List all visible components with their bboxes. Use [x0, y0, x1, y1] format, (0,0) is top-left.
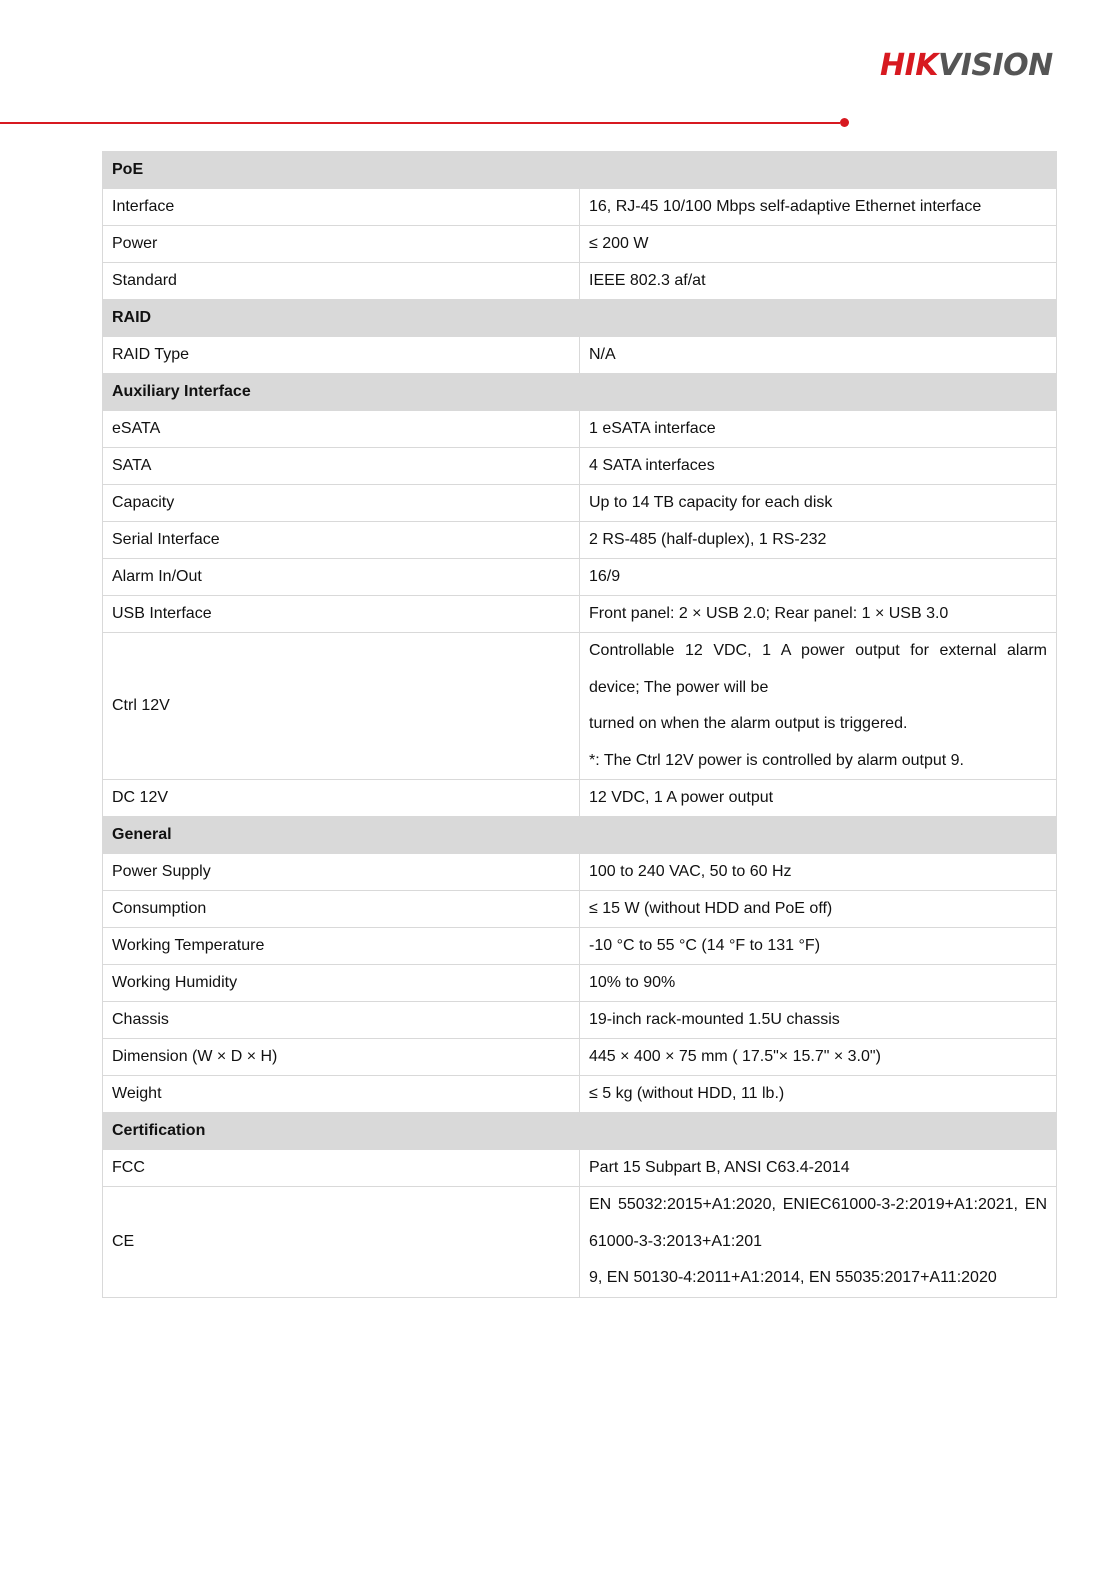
spec-label: DC 12V — [103, 780, 580, 817]
hikvision-logo — [880, 48, 1053, 84]
spec-table — [102, 151, 1057, 1298]
logo-hik-text: HIK — [880, 48, 939, 83]
spec-row — [103, 263, 1057, 300]
spec-value: ≤ 5 kg (without HDD, 11 lb.) — [580, 1076, 1057, 1113]
spec-label: Working Humidity — [103, 965, 580, 1002]
header-rule-dot — [840, 118, 849, 127]
spec-value: 10% to 90% — [580, 965, 1057, 1002]
spec-row — [103, 1002, 1057, 1039]
spec-row — [103, 854, 1057, 891]
spec-row — [103, 1076, 1057, 1113]
spec-label: Serial Interface — [103, 522, 580, 559]
spec-label: Capacity — [103, 485, 580, 522]
section-title: RAID — [103, 300, 1057, 337]
spec-row — [103, 891, 1057, 928]
spec-label: SATA — [103, 448, 580, 485]
spec-label: Dimension (W × D × H) — [103, 1039, 580, 1076]
spec-row — [103, 448, 1057, 485]
spec-label: Power Supply — [103, 854, 580, 891]
spec-label: Standard — [103, 263, 580, 300]
spec-value: 2 RS-485 (half-duplex), 1 RS-232 — [580, 522, 1057, 559]
section-header-row — [103, 817, 1057, 854]
spec-value: 4 SATA interfaces — [580, 448, 1057, 485]
spec-label: RAID Type — [103, 337, 580, 374]
spec-value — [580, 1187, 1057, 1298]
header-rule — [0, 122, 840, 124]
spec-row — [103, 928, 1057, 965]
spec-value: ≤ 15 W (without HDD and PoE off) — [580, 891, 1057, 928]
logo-vision-text: VISION — [938, 48, 1053, 83]
spec-row — [103, 1150, 1057, 1187]
spec-row — [103, 189, 1057, 226]
spec-value: 16, RJ-45 10/100 Mbps self-adaptive Ethernet interface — [580, 189, 1057, 226]
spec-label: Chassis — [103, 1002, 580, 1039]
spec-value: -10 °C to 55 °C (14 °F to 131 °F) — [580, 928, 1057, 965]
spec-row — [103, 1039, 1057, 1076]
spec-table-body — [103, 152, 1057, 1298]
spec-label: eSATA — [103, 411, 580, 448]
spec-row — [103, 411, 1057, 448]
spec-row — [103, 522, 1057, 559]
spec-value-line: turned on when the alarm output is triggered. — [589, 715, 908, 732]
spec-value: 19-inch rack-mounted 1.5U chassis — [580, 1002, 1057, 1039]
section-title: Certification — [103, 1113, 1057, 1150]
section-title: General — [103, 817, 1057, 854]
spec-row — [103, 780, 1057, 817]
spec-label: Power — [103, 226, 580, 263]
spec-row — [103, 965, 1057, 1002]
spec-value: 445 × 400 × 75 mm ( 17.5"× 15.7" × 3.0") — [580, 1039, 1057, 1076]
section-header-row — [103, 152, 1057, 189]
spec-label: FCC — [103, 1150, 580, 1187]
spec-label: Interface — [103, 189, 580, 226]
spec-value-line: EN 55032:2015+A1:2020, ENIEC61000-3-2:2019+A1:2021, EN 61000-3-3:2013+A1:201 — [589, 1196, 1047, 1250]
spec-row — [103, 1187, 1057, 1298]
spec-value — [580, 633, 1057, 780]
section-header-row — [103, 374, 1057, 411]
spec-value-line: 9, EN 50130-4:2011+A1:2014, EN 55035:2017+A11:2020 — [589, 1269, 997, 1286]
spec-value: Front panel: 2 × USB 2.0; Rear panel: 1 × USB 3.0 — [580, 596, 1057, 633]
section-header-row — [103, 300, 1057, 337]
spec-value: Part 15 Subpart B, ANSI C63.4-2014 — [580, 1150, 1057, 1187]
spec-label: Alarm In/Out — [103, 559, 580, 596]
spec-row — [103, 226, 1057, 263]
spec-value: ≤ 200 W — [580, 226, 1057, 263]
spec-row — [103, 337, 1057, 374]
spec-value: N/A — [580, 337, 1057, 374]
spec-value: IEEE 802.3 af/at — [580, 263, 1057, 300]
spec-value: 16/9 — [580, 559, 1057, 596]
spec-value-line: Controllable 12 VDC, 1 A power output for external alarm device; The power will be — [589, 642, 1047, 696]
spec-value: 100 to 240 VAC, 50 to 60 Hz — [580, 854, 1057, 891]
spec-row — [103, 559, 1057, 596]
spec-row — [103, 485, 1057, 522]
spec-label: Working Temperature — [103, 928, 580, 965]
section-header-row — [103, 1113, 1057, 1150]
spec-label: CE — [103, 1187, 580, 1298]
spec-value-line: *: The Ctrl 12V power is controlled by alarm output 9. — [589, 751, 964, 769]
spec-value: Up to 14 TB capacity for each disk — [580, 485, 1057, 522]
spec-label: Ctrl 12V — [103, 633, 580, 780]
spec-row — [103, 596, 1057, 633]
spec-row — [103, 633, 1057, 780]
spec-label: USB Interface — [103, 596, 580, 633]
spec-value: 1 eSATA interface — [580, 411, 1057, 448]
section-title: Auxiliary Interface — [103, 374, 1057, 411]
spec-label: Weight — [103, 1076, 580, 1113]
spec-value: 12 VDC, 1 A power output — [580, 780, 1057, 817]
spec-label: Consumption — [103, 891, 580, 928]
section-title: PoE — [103, 152, 1057, 189]
